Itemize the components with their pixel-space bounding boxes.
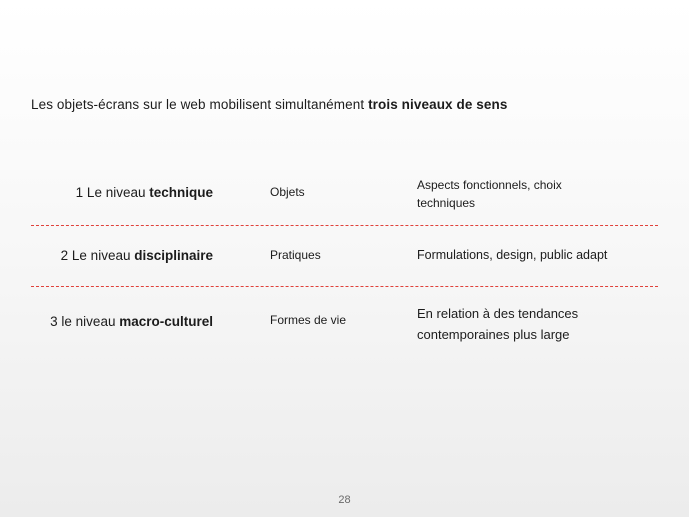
level-prefix: 1 Le niveau: [75, 185, 150, 200]
level-description: [417, 176, 562, 212]
level-label: [61, 248, 213, 263]
intro-text: Les objets-écrans sur le web mobilisent simultanément: [31, 97, 369, 112]
level-label: [76, 185, 213, 200]
description-line: techniques: [417, 196, 476, 210]
description-line: En relation à des tendances: [417, 306, 579, 321]
level-category: Formes de vie: [270, 313, 347, 327]
row-separator: [31, 286, 658, 287]
description-line: Formulations, design, public adapt: [417, 248, 608, 262]
description-line: contemporaines plus large: [417, 327, 570, 342]
page-number: 28: [338, 494, 351, 506]
row-separator: [31, 225, 658, 226]
level-name: macro-culturel: [119, 314, 213, 329]
level-name: technique: [149, 185, 213, 200]
level-prefix: 2 Le niveau: [60, 248, 135, 263]
level-description: [417, 303, 578, 345]
level-name: disciplinaire: [134, 248, 213, 263]
level-prefix: 3 le niveau: [50, 314, 120, 329]
level-category: Pratiques: [270, 248, 321, 262]
level-category: Objets: [270, 185, 305, 199]
level-description: [417, 248, 607, 262]
description-line: Aspects fonctionnels, choix: [417, 178, 562, 192]
intro-bold: trois niveaux de sens: [368, 97, 508, 112]
intro-sentence: [31, 97, 507, 112]
level-label: [50, 314, 213, 329]
